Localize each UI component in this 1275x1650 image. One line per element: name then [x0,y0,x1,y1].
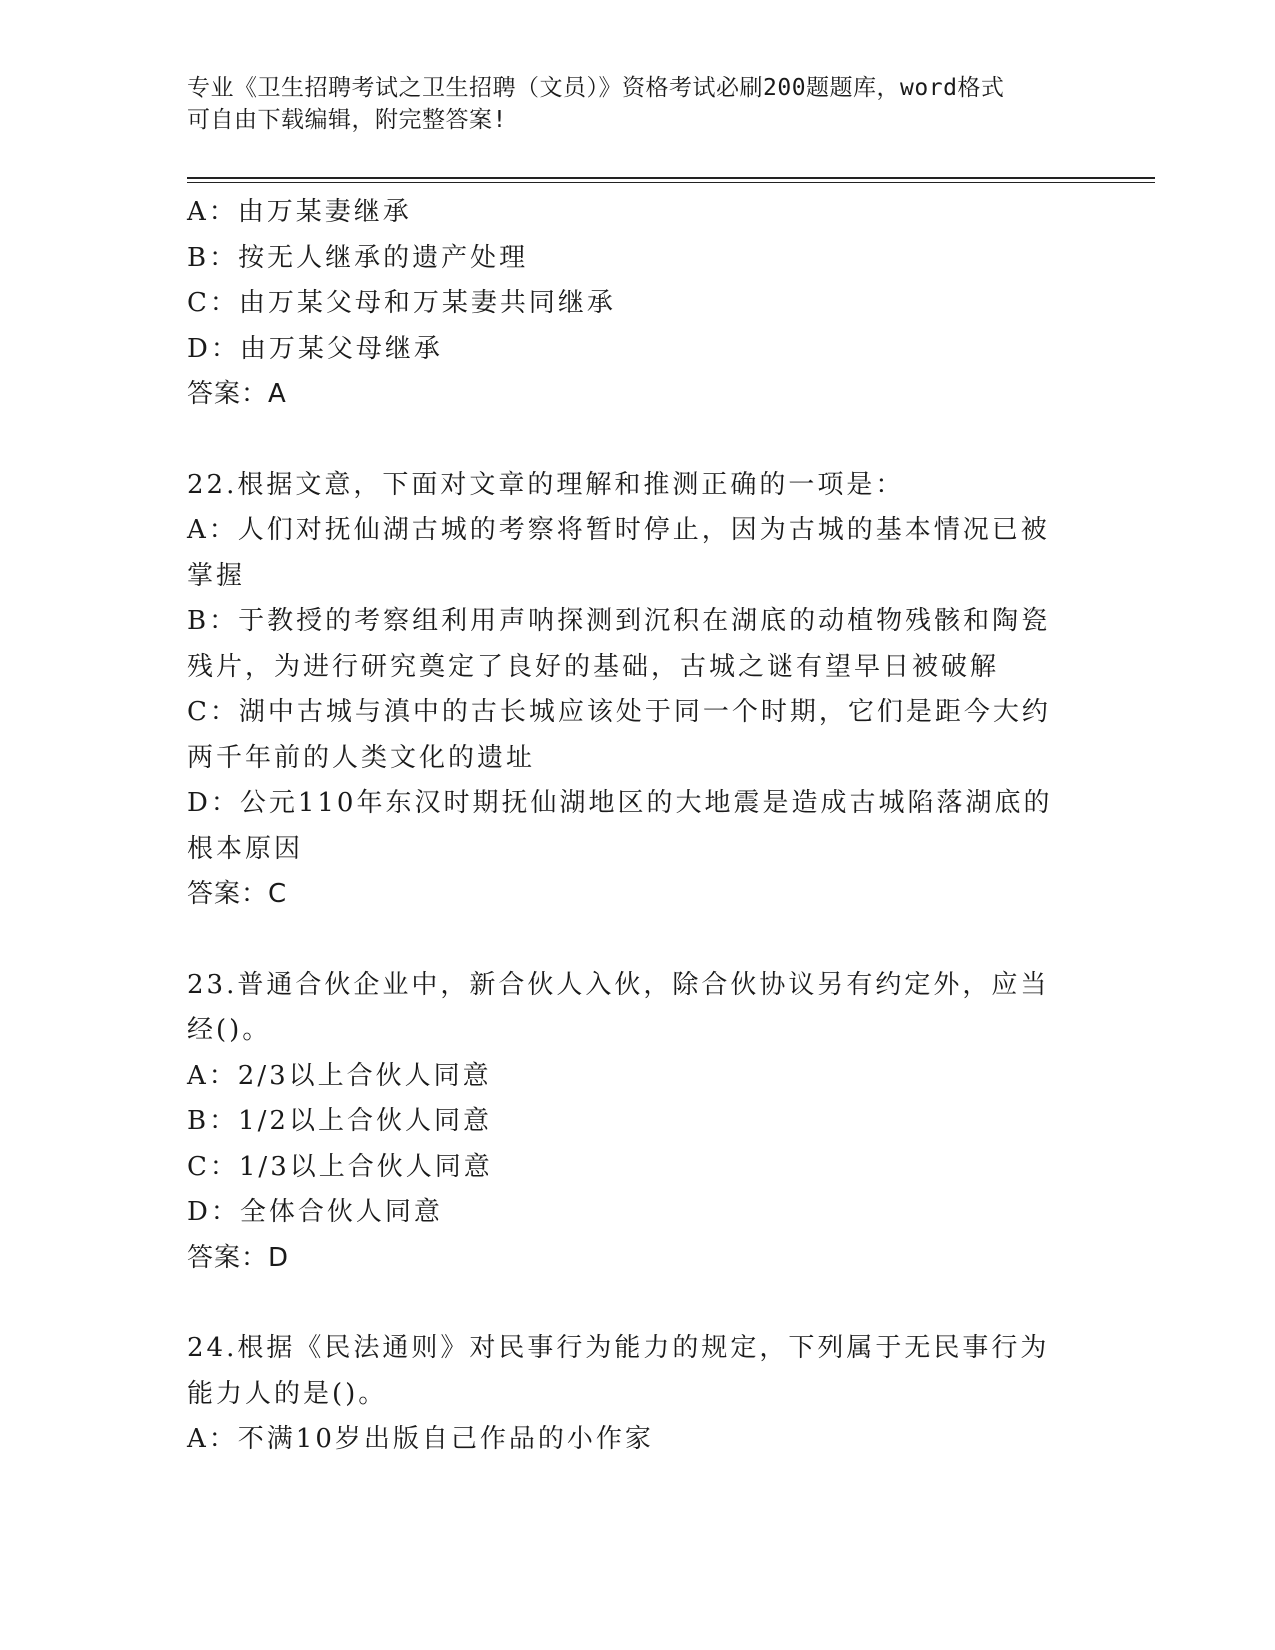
header-divider [187,177,1155,183]
option-d: D：全体合伙人同意 [187,1197,443,1227]
spacer [187,1281,1077,1326]
question-text: 23.普通合伙企业中，新合伙人入伙，除合伙协议另有约定外，应当经()。 [187,969,1050,1045]
option-b: B：于教授的考察组利用声呐探测到沉积在湖底的动植物残骸和陶瓷残片，为进行研究奠定了良好的基础，古城之谜有望早日被破解 [187,606,1051,682]
option-a: A：不满10岁出版自己作品的小作家 [187,1424,654,1454]
answer-line: 答案：A [187,379,287,409]
option-c: C：湖中古城与滇中的古长城应该处于同一个时期，它们是距今大约两千年前的人类文化的遗址 [187,697,1051,773]
question-24 [187,1326,1077,1463]
question-22 [187,463,1077,918]
document-header [187,72,1067,136]
question-23 [187,963,1077,1282]
question-list [187,190,1077,1463]
question-21-continued [187,190,1077,418]
spacer [187,418,1077,463]
header-title-line: 专业《卫生招聘考试之卫生招聘（文员）》资格考试必刷200题题库，word格式 [187,75,1005,101]
option-c: C：1/3以上合伙人同意 [187,1151,493,1182]
option-b: B：1/2以上合伙人同意 [187,1106,492,1136]
option-a: A：由万某妻继承 [187,197,412,227]
question-text: 22.根据文意，下面对文章的理解和推测正确的一项是： [187,469,905,500]
spacer [187,918,1077,963]
option-a: A：2/3以上合伙人同意 [187,1060,492,1091]
option-a: A：人们对抚仙湖古城的考察将暂时停止，因为古城的基本情况已被掌握 [187,515,1050,591]
option-c: C：由万某父母和万某妻共同继承 [187,288,616,318]
option-d: D：公元110年东汉时期抚仙湖地区的大地震是造成古城陷落湖底的根本原因 [187,788,1053,864]
option-b: B：按无人继承的遗产处理 [187,242,529,273]
option-d: D：由万某父母继承 [187,333,443,364]
answer-line: 答案：C [187,879,288,909]
header-subtitle-line: 可自由下载编辑，附完整答案! [187,107,507,133]
question-text: 24.根据《民法通则》对民事行为能力的规定，下列属于无民事行为能力人的是()。 [187,1333,1050,1409]
answer-line: 答案：D [187,1242,290,1273]
